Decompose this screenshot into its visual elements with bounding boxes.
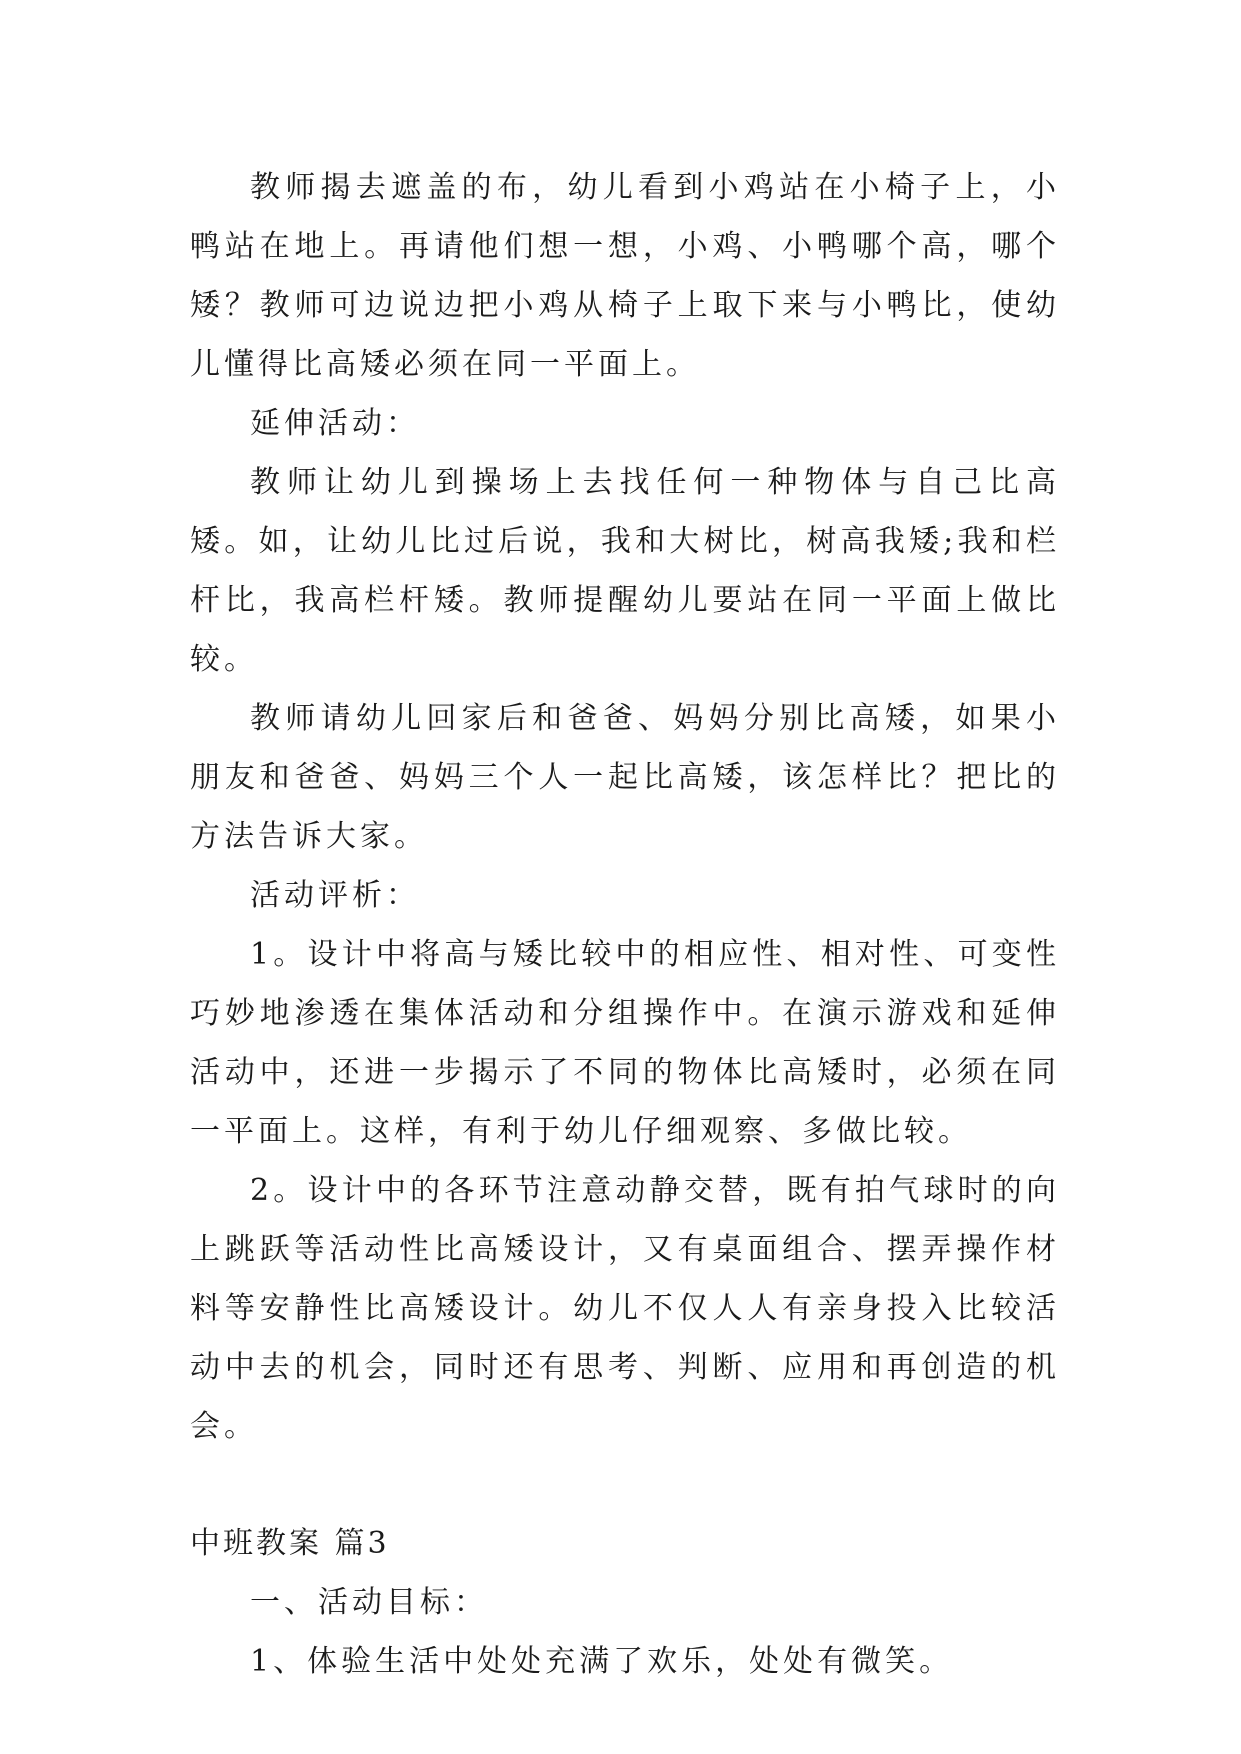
- paragraph-home-compare: 教师请幼儿回家后和爸爸、妈妈分别比高矮，如果小朋友和爸爸、妈妈三个人一起比高矮，该怎样比？把比的方法告诉大家。: [190, 701, 1060, 854]
- paragraph-analysis-2: 2。设计中的各环节注意动静交替，既有拍气球时的向上跳跃等活动性比高矮设计，又有桌面组合、摆弄操作材料等安静性比高矮设计。幼儿不仅人人有亲身投入比较活动中去的机会，同时还有思考、判断、应用和再创造的机会。: [190, 1173, 1060, 1444]
- heading-extension-activity: 延伸活动：: [250, 406, 420, 441]
- heading-activity-analysis: 活动评析：: [250, 878, 420, 913]
- document-body: [190, 158, 1060, 1691]
- heading-activity-goals: 一、活动目标：: [250, 1585, 488, 1620]
- paragraph-analysis-1: 1。设计中将高与矮比较中的相应性、相对性、可变性巧妙地渗透在集体活动和分组操作中。在演示游戏和延伸活动中，还进一步揭示了不同的物体比高矮时，必须在同一平面上。这样，有利于幼儿仔细观察、多做比较。: [190, 937, 1060, 1149]
- section-title: 中班教案 篇3: [190, 1526, 390, 1561]
- paragraph-playground: 教师让幼儿到操场上去找任何一种物体与自己比高矮。如，让幼儿比过后说，我和大树比，树高我矮;我和栏杆比，我高栏杆矮。教师提醒幼儿要站在同一平面上做比较。: [190, 465, 1060, 677]
- paragraph-reveal-chicks: 教师揭去遮盖的布，幼儿看到小鸡站在小椅子上，小鸭站在地上。再请他们想一想，小鸡、小鸭哪个高，哪个矮？教师可边说边把小鸡从椅子上取下来与小鸭比，使幼儿懂得比高矮必须在同一平面上。: [190, 170, 1060, 382]
- paragraph-goal-1: 1、体验生活中处处充满了欢乐，处处有微笑。: [250, 1644, 954, 1679]
